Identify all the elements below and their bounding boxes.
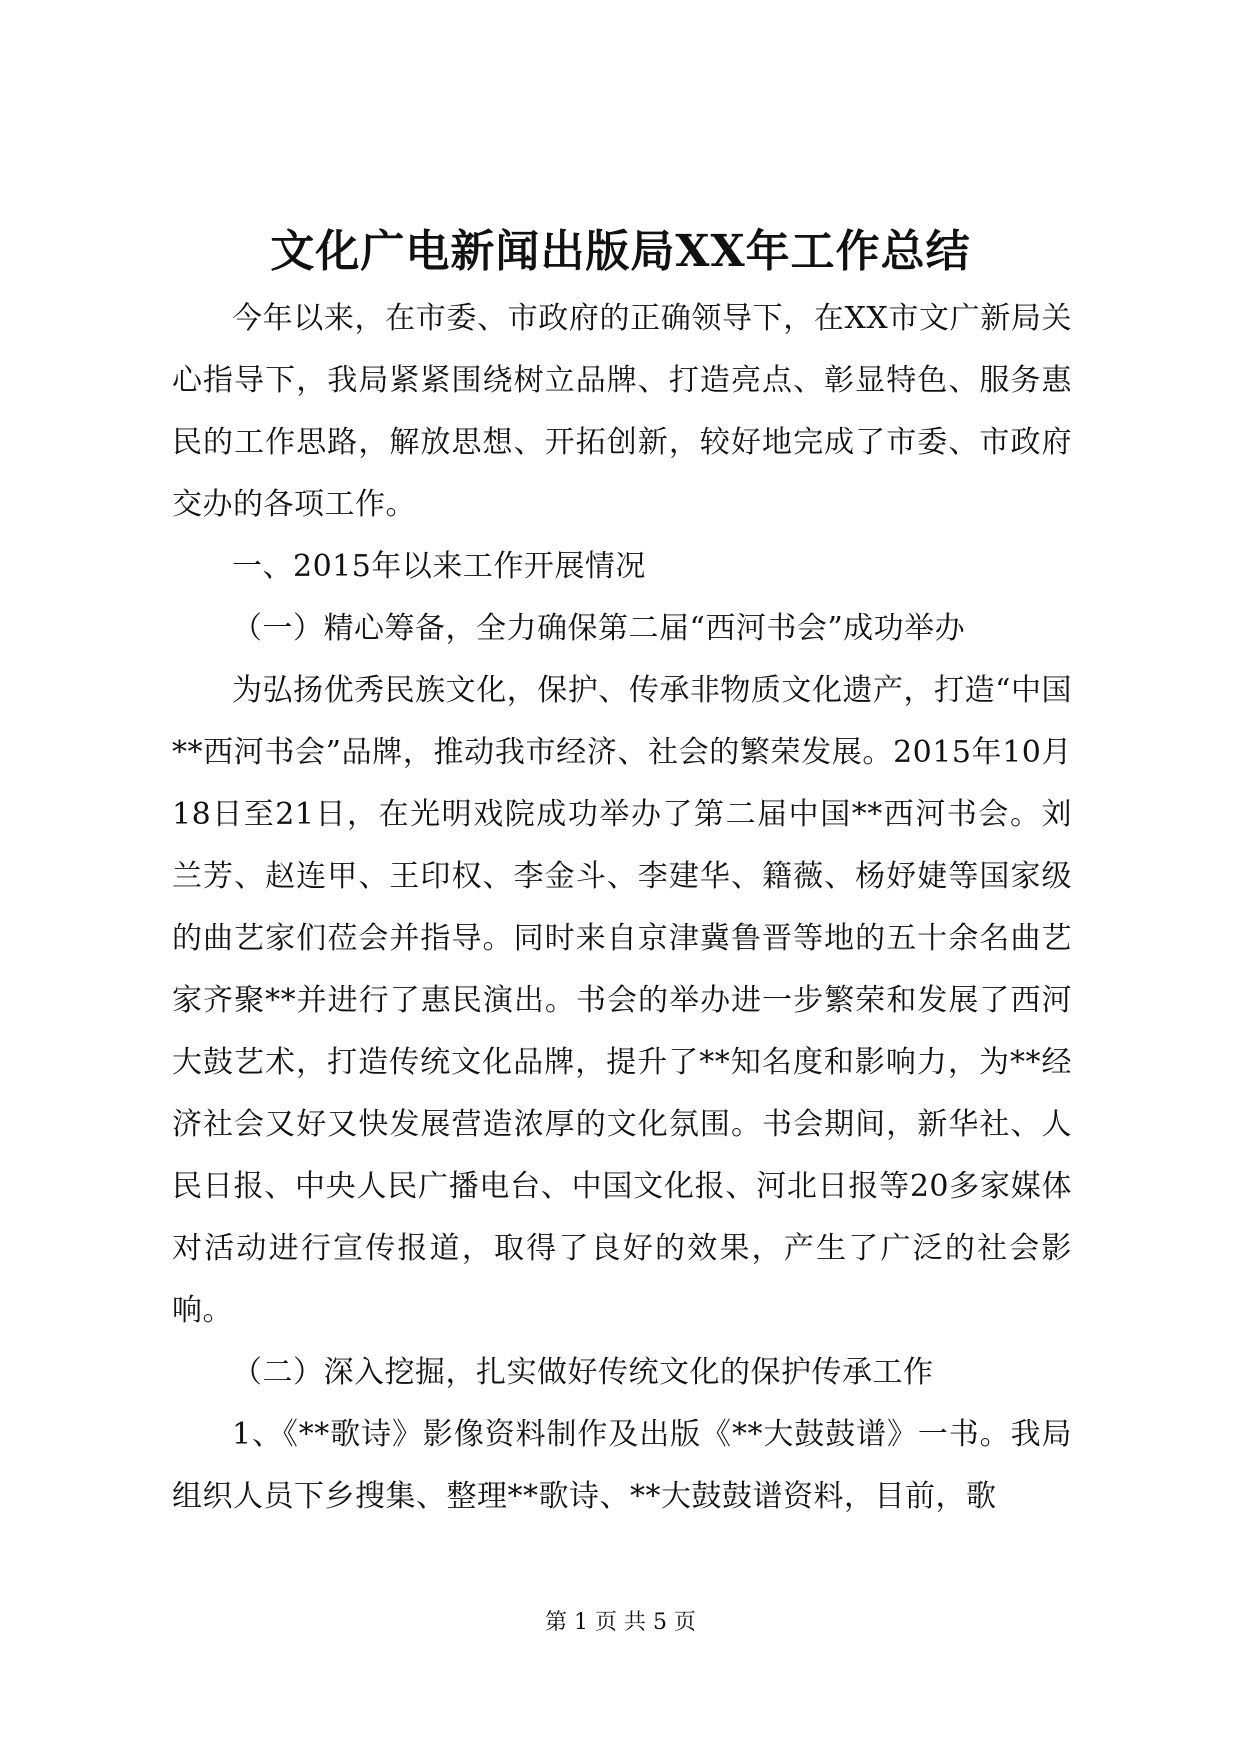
page-footer: 第 1 页 共 5 页 [545,1610,696,1635]
document-title: 文化广电新闻出版局XX年工作总结 [270,226,971,277]
subsection-heading-1: （一）精心筹备，全力确保第二届“西河书会”成功举办 [232,611,966,646]
section-heading-1: 一、2015年以来工作开展情况 [232,549,646,584]
paragraph-intro: 今年以来，在市委、市政府的正确领导下，在XX市文广新局关心指导下，我局紧紧围绕树立品牌、打造亮点、彰显特色、服务惠民的工作思路，解放思想、开拓创新，较好地完成了市委、市政府交办的各项工作。 [172,301,1072,522]
paragraph-xihe-book-fair: 为弘扬优秀民族文化，保护、传承非物质文化遗产，打造“中国**西河书会”品牌，推动我市经济、社会的繁荣发展。2015年10月18日至21日，在光明戏院成功举办了第二届中国**西河书会。刘兰芳、赵连甲、王印权、李金斗、李建华、籍薇、杨妤婕等国家级的曲艺家们莅会并指导。同时来自京津冀鲁晋等地的五十余名曲艺家齐聚**并进行了惠民演出。书会的举办进一步繁荣和发展了西河大鼓艺术，打造传统文化品牌，提升了**知名度和影响力，为**经济社会又好又快发展营造浓厚的文化氛围。书会期间，新华社、人民日报、中央人民广播电台、中国文化报、河北日报等20多家媒体对活动进行宣传报道，取得了良好的效果，产生了广泛的社会影响。 [172,673,1072,1328]
paragraph-item-1: 1、《**歌诗》影像资料制作及出版《**大鼓鼓谱》一书。我局组织人员下乡搜集、整理**歌诗、**大鼓鼓谱资料，目前，歌 [172,1417,1072,1514]
subsection-heading-2: （二）深入挖掘，扎实做好传统文化的保护传承工作 [232,1355,934,1390]
document-body [172,288,1072,1528]
